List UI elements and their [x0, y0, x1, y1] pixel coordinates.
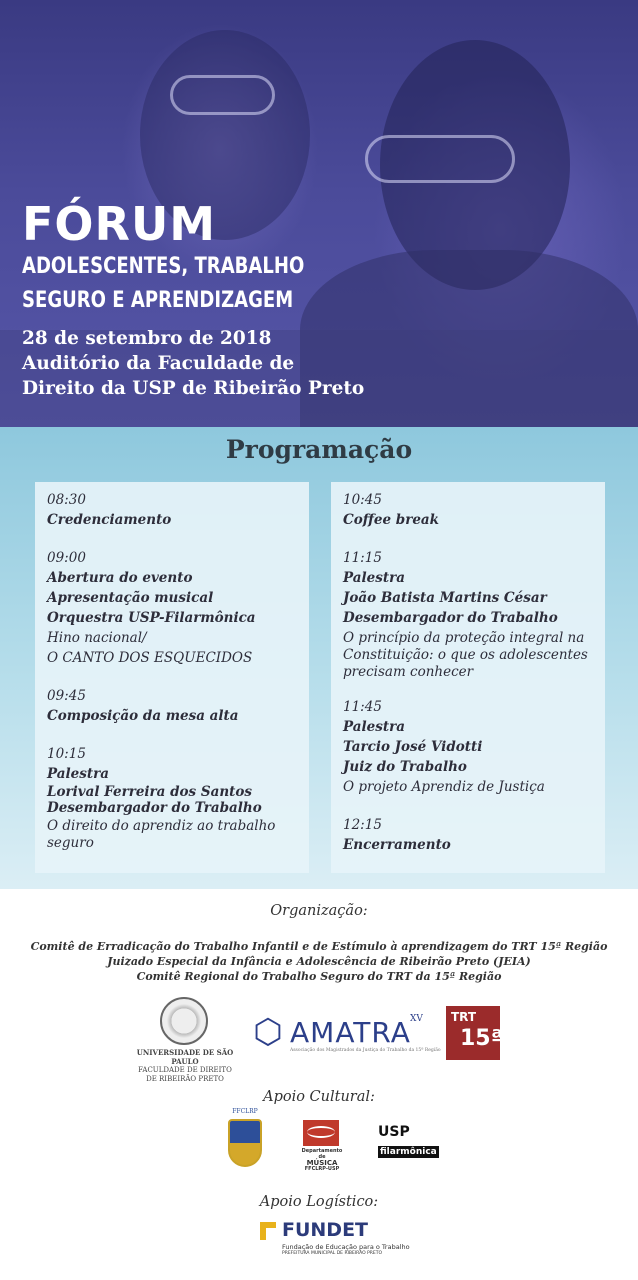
schedule-line: Apresentação musical	[47, 590, 214, 606]
usp-filarmonica-logo	[378, 1125, 438, 1159]
schedule-line: Coffee break	[343, 512, 440, 528]
hero-text	[22, 198, 366, 401]
usp-seal-logo	[160, 997, 208, 1045]
fundet-name: FUNDET	[282, 1219, 369, 1241]
musica-caption-line: FFCLRP-USP	[304, 1166, 340, 1172]
amatra-name: AMATRA	[290, 1016, 411, 1049]
sponsors-footer	[0, 889, 638, 1280]
filarmonica-top: USP	[378, 1124, 410, 1140]
filarmonica-bottom: filarmônica	[380, 1147, 437, 1157]
schedule-line: Palestra	[343, 719, 405, 735]
schedule-line: Juiz do Trabalho	[343, 759, 467, 775]
organization-item: Comitê de Erradicação do Trabalho Infantil e de Estímulo à aprendizagem do TRT 15ª Região	[30, 940, 608, 953]
schedule-time: 08:30	[47, 492, 86, 508]
schedule-item	[343, 698, 593, 797]
cultural-support-title: Apoio Cultural:	[263, 1089, 375, 1105]
schedule-time: 11:15	[343, 550, 382, 566]
organization-title: Organização:	[270, 903, 368, 919]
trt-label: TRT	[451, 1010, 477, 1024]
event-subtitle-line2: SEGURO E APRENDIZAGEM	[22, 288, 294, 313]
amatra-suffix: XV	[410, 1014, 423, 1024]
musica-caption-line: Departamento de	[301, 1148, 343, 1160]
schedule-description: Constituição: o que os adolescentes	[343, 647, 588, 663]
schedule-time: 11:45	[343, 699, 382, 715]
schedule-line: Desembargador do Trabalho	[47, 800, 262, 816]
logistic-support-title: Apoio Logístico:	[259, 1194, 379, 1210]
ffclrp-shield-logo	[228, 1119, 262, 1167]
schedule-line: Composição da mesa alta	[47, 708, 239, 724]
schedule-line: Palestra	[47, 766, 109, 782]
amatra-tagline: Associação dos Magistrados da Justiça do Trabalho da 15ª Região	[290, 1048, 441, 1053]
sound-wave-icon	[307, 1126, 335, 1138]
schedule-line: Orquestra USP-Filarmônica	[47, 610, 256, 626]
program-title: Programação	[225, 435, 413, 464]
music-department-logo	[303, 1120, 339, 1146]
schedule-time: 10:45	[343, 492, 382, 508]
hexagon-icon: ⬡	[253, 1012, 283, 1052]
schedule-note: O CANTO DOS ESQUECIDOS	[47, 650, 253, 666]
schedule-item	[47, 745, 297, 850]
usp-line: DE RIBEIRÃO PRETO	[146, 1074, 224, 1083]
schedule-description: precisam conhecer	[343, 664, 474, 680]
usp-line: UNIVERSIDADE DE SÃO PAULO	[136, 1048, 234, 1066]
usp-logo-text	[125, 1049, 245, 1083]
schedule-time: 12:15	[343, 817, 382, 833]
organization-item: Comitê Regional do Trabalho Seguro do TRT da 15ª Região	[136, 970, 502, 983]
safety-goggles-icon	[365, 135, 515, 183]
fundet-city: PREFEITURA MUNICIPAL DE RIBEIRÃO PRETO	[282, 1251, 383, 1256]
schedule-item	[343, 816, 593, 855]
music-department-caption	[300, 1148, 344, 1172]
organization-item: Juizado Especial da Infância e Adolescência de Ribeirão Preto (JEIA)	[107, 955, 531, 968]
schedule-line: Lorival Ferreira dos Santos	[47, 784, 252, 800]
schedule-time: 09:00	[47, 550, 86, 566]
schedule-note: O projeto Aprendiz de Justiça	[343, 779, 545, 795]
schedule-line: João Batista Martins César	[343, 590, 547, 606]
schedule-item	[343, 549, 593, 679]
event-info	[22, 326, 366, 401]
program-column-left	[35, 482, 309, 873]
event-title: FÓRUM	[22, 197, 217, 251]
schedule-item	[47, 549, 297, 668]
schedule-line: Encerramento	[343, 837, 451, 853]
schedule-item	[47, 687, 297, 726]
schedule-line: Credenciamento	[47, 512, 172, 528]
schedule-item	[343, 491, 593, 530]
trt-logo	[446, 1006, 504, 1060]
fundet-subtitle: Fundação de Educação para o Trabalho	[282, 1243, 410, 1251]
schedule-description: O princípio da proteção integral na	[343, 630, 585, 646]
schedule-item	[47, 491, 297, 530]
safety-goggles-icon	[170, 75, 275, 115]
trt-number: 15ª	[460, 1026, 504, 1051]
organization-list	[0, 939, 638, 984]
program-section	[0, 427, 638, 889]
fundet-logo	[258, 1219, 410, 1259]
usp-line: FACULDADE DE DIREITO	[138, 1066, 232, 1074]
event-venue-line2: Direito da USP de Ribeirão Preto	[22, 378, 365, 399]
schedule-time: 09:45	[47, 688, 86, 704]
schedule-line: Abertura do evento	[47, 570, 193, 586]
fundet-mark-icon	[260, 1222, 276, 1240]
schedule-line: Tarcio José Vidotti	[343, 739, 483, 755]
event-subtitle-line1: ADOLESCENTES, TRABALHO	[22, 254, 305, 279]
schedule-note: Hino nacional/	[47, 630, 147, 646]
schedule-description: O direito do aprendiz ao trabalho	[47, 818, 276, 834]
amatra-logo	[250, 1012, 441, 1054]
program-column-right	[331, 482, 605, 873]
shield-caption: FFCLRP	[232, 1108, 258, 1115]
schedule-line: Desembargador do Trabalho	[343, 610, 558, 626]
event-date: 28 de setembro de 2018	[22, 328, 272, 349]
musica-caption-line: MÚSICA	[306, 1159, 338, 1167]
schedule-description: seguro	[47, 835, 94, 851]
schedule-line: Palestra	[343, 570, 405, 586]
schedule-time: 10:15	[47, 746, 86, 762]
event-venue-line1: Auditório da Faculdade de	[22, 353, 295, 374]
hero-banner	[0, 0, 638, 427]
